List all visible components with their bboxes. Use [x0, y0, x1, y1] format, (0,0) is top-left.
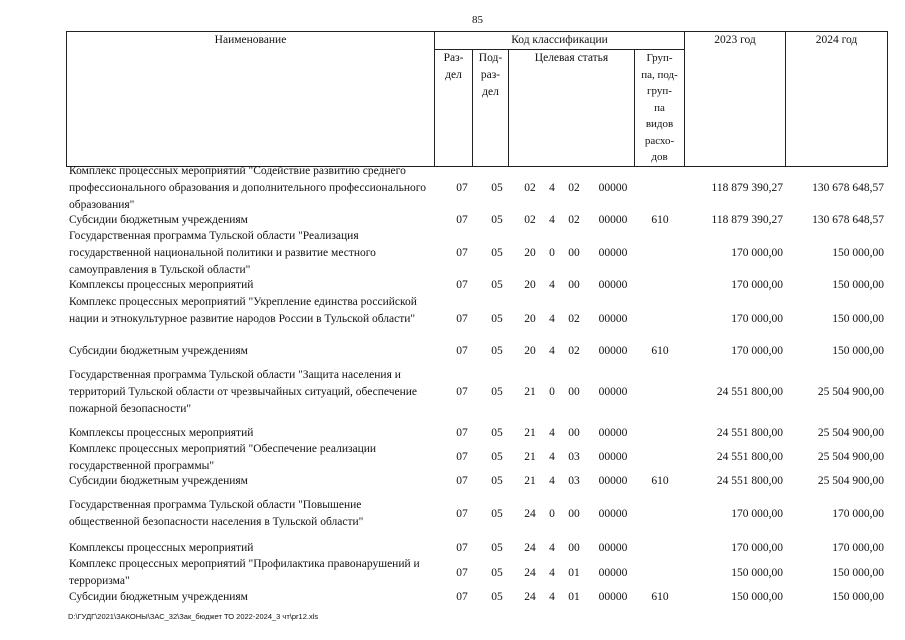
row-razdel: 07 — [456, 427, 468, 439]
row-target-direction: 00000 — [598, 591, 628, 603]
page-number: 85 — [472, 14, 483, 26]
row-expense-type: 610 — [651, 345, 669, 357]
row-podrazdel: 05 — [491, 214, 503, 226]
row-target-direction: 00000 — [598, 451, 628, 463]
row-expense-type: 610 — [651, 591, 669, 603]
row-razdel: 07 — [456, 345, 468, 357]
row-target-program: 21 — [524, 427, 536, 439]
row-target-subtype: 00 — [568, 247, 580, 259]
header-code-group: Код классификации — [435, 32, 685, 50]
row-amount-2023: 24 551 800,00 — [716, 386, 783, 398]
row-target-subtype: 00 — [568, 542, 580, 554]
row-target-direction: 00000 — [598, 508, 628, 520]
row-target-program: 02 — [524, 182, 536, 194]
row-amount-2023: 170 000,00 — [731, 345, 783, 357]
row-amount-2023: 24 551 800,00 — [716, 427, 783, 439]
row-podrazdel: 05 — [491, 542, 503, 554]
row-expense-type: 610 — [651, 214, 669, 226]
row-target-type: 4 — [549, 182, 555, 194]
row-amount-2024: 25 504 900,00 — [817, 475, 884, 487]
row-target-direction: 00000 — [598, 386, 628, 398]
row-amount-2023: 170 000,00 — [731, 247, 783, 259]
header-name: Наименование — [67, 32, 435, 167]
row-target-program: 20 — [524, 279, 536, 291]
row-target-type: 4 — [549, 567, 555, 579]
row-podrazdel: 05 — [491, 475, 503, 487]
row-razdel: 07 — [456, 475, 468, 487]
row-target-type: 4 — [549, 427, 555, 439]
row-amount-2023: 170 000,00 — [731, 508, 783, 520]
header-target-article: Целевая статья — [509, 50, 635, 167]
header-razdel: Раз- дел — [435, 50, 473, 167]
header-podrazdel: Под- раз- дел — [473, 50, 509, 167]
row-podrazdel: 05 — [491, 427, 503, 439]
row-name: Субсидии бюджетным учреждениям — [69, 475, 248, 487]
table-header — [66, 31, 888, 167]
row-name: Субсидии бюджетным учреждениям — [69, 345, 248, 357]
row-target-subtype: 00 — [568, 508, 580, 520]
file-path-footer: D:\ГУДГ\2021\ЗАКОНЫ\ЗАС_32\Зак_бюджет ТО 2022-2024_3 чт\pr12.xls — [68, 612, 319, 621]
row-target-subtype: 00 — [568, 427, 580, 439]
row-amount-2024: 150 000,00 — [832, 591, 884, 603]
row-amount-2023: 170 000,00 — [731, 279, 783, 291]
row-amount-2024: 170 000,00 — [832, 542, 884, 554]
row-target-direction: 00000 — [598, 214, 628, 226]
row-target-direction: 00000 — [598, 542, 628, 554]
row-razdel: 07 — [456, 182, 468, 194]
row-amount-2023: 24 551 800,00 — [716, 451, 783, 463]
row-podrazdel: 05 — [491, 591, 503, 603]
row-target-program: 24 — [524, 591, 536, 603]
row-target-program: 21 — [524, 386, 536, 398]
row-podrazdel: 05 — [491, 508, 503, 520]
row-amount-2024: 150 000,00 — [832, 313, 884, 325]
row-target-type: 0 — [549, 508, 555, 520]
row-target-program: 24 — [524, 567, 536, 579]
row-target-subtype: 03 — [568, 475, 580, 487]
row-target-program: 20 — [524, 345, 536, 357]
row-razdel: 07 — [456, 451, 468, 463]
header-year-2023: 2023 год — [685, 32, 786, 167]
row-target-subtype: 03 — [568, 451, 580, 463]
row-razdel: 07 — [456, 214, 468, 226]
row-podrazdel: 05 — [491, 279, 503, 291]
row-podrazdel: 05 — [491, 567, 503, 579]
row-name: Комплексы процессных мероприятий — [69, 542, 254, 554]
row-amount-2024: 25 504 900,00 — [817, 386, 884, 398]
row-name: Государственная программа Тульской области "Реализация государственной национальной политики и развитие местного самоуправления в Тульской области" — [69, 230, 376, 276]
row-name: Комплекс процессных мероприятий "Профилактика правонарушений и терроризма" — [69, 558, 420, 587]
row-target-subtype: 00 — [568, 279, 580, 291]
row-amount-2024: 25 504 900,00 — [817, 427, 884, 439]
row-expense-type: 610 — [651, 475, 669, 487]
row-podrazdel: 05 — [491, 345, 503, 357]
row-razdel: 07 — [456, 247, 468, 259]
row-amount-2023: 170 000,00 — [731, 313, 783, 325]
row-target-subtype: 02 — [568, 214, 580, 226]
row-name: Субсидии бюджетным учреждениям — [69, 591, 248, 603]
row-target-subtype: 01 — [568, 591, 580, 603]
row-target-type: 4 — [549, 279, 555, 291]
row-name: Государственная программа Тульской области "Повышение общественной безопасности населения в Тульской области" — [69, 499, 364, 528]
row-podrazdel: 05 — [491, 386, 503, 398]
row-target-type: 0 — [549, 247, 555, 259]
row-target-type: 4 — [549, 214, 555, 226]
row-amount-2024: 150 000,00 — [832, 247, 884, 259]
row-target-direction: 00000 — [598, 182, 628, 194]
row-name: Субсидии бюджетным учреждениям — [69, 214, 248, 226]
row-target-subtype: 02 — [568, 345, 580, 357]
row-target-direction: 00000 — [598, 247, 628, 259]
row-amount-2024: 150 000,00 — [832, 345, 884, 357]
row-target-type: 4 — [549, 591, 555, 603]
row-amount-2023: 170 000,00 — [731, 542, 783, 554]
row-target-program: 21 — [524, 451, 536, 463]
row-name: Комплекс процессных мероприятий "Содействие развитию среднего профессионального образования и дополнительного профессионального образования" — [69, 165, 426, 211]
row-target-type: 4 — [549, 345, 555, 357]
row-target-direction: 00000 — [598, 475, 628, 487]
row-target-type: 4 — [549, 542, 555, 554]
row-name: Комплекс процессных мероприятий "Обеспечение реализации государственной программы" — [69, 443, 377, 472]
row-target-type: 0 — [549, 386, 555, 398]
row-amount-2024: 170 000,00 — [832, 508, 884, 520]
row-razdel: 07 — [456, 567, 468, 579]
row-name: Комплексы процессных мероприятий — [69, 279, 254, 291]
row-razdel: 07 — [456, 542, 468, 554]
row-amount-2023: 150 000,00 — [731, 591, 783, 603]
row-target-direction: 00000 — [598, 427, 628, 439]
row-target-program: 21 — [524, 475, 536, 487]
row-podrazdel: 05 — [491, 247, 503, 259]
row-podrazdel: 05 — [491, 182, 503, 194]
row-target-direction: 00000 — [598, 345, 628, 357]
row-podrazdel: 05 — [491, 451, 503, 463]
header-expense-type: Груп- па, под- груп- па видов расхо- дов — [635, 50, 685, 167]
row-target-program: 24 — [524, 508, 536, 520]
row-podrazdel: 05 — [491, 313, 503, 325]
row-amount-2023: 24 551 800,00 — [716, 475, 783, 487]
row-target-direction: 00000 — [598, 313, 628, 325]
row-amount-2024: 150 000,00 — [832, 279, 884, 291]
row-target-subtype: 01 — [568, 567, 580, 579]
row-name: Комплексы процессных мероприятий — [69, 427, 254, 439]
row-target-type: 4 — [549, 475, 555, 487]
row-amount-2024: 25 504 900,00 — [817, 451, 884, 463]
row-target-subtype: 02 — [568, 182, 580, 194]
row-amount-2024: 130 678 648,57 — [812, 214, 884, 226]
row-target-direction: 00000 — [598, 279, 628, 291]
row-target-program: 02 — [524, 214, 536, 226]
row-razdel: 07 — [456, 313, 468, 325]
row-amount-2023: 118 879 390,27 — [711, 214, 783, 226]
row-razdel: 07 — [456, 279, 468, 291]
row-razdel: 07 — [456, 508, 468, 520]
row-name: Государственная программа Тульской области "Защита населения и территорий Тульской области от чрезвычайных ситуаций, обеспечение пожарной безопасности" — [69, 369, 418, 415]
row-target-type: 4 — [549, 313, 555, 325]
row-target-subtype: 00 — [568, 386, 580, 398]
row-amount-2024: 130 678 648,57 — [812, 182, 884, 194]
row-target-subtype: 02 — [568, 313, 580, 325]
row-razdel: 07 — [456, 386, 468, 398]
row-target-program: 24 — [524, 542, 536, 554]
row-amount-2023: 150 000,00 — [731, 567, 783, 579]
row-target-program: 20 — [524, 313, 536, 325]
row-razdel: 07 — [456, 591, 468, 603]
row-target-type: 4 — [549, 451, 555, 463]
row-name: Комплекс процессных мероприятий "Укрепление единства российской нации и этнокультурное развитие народов России в Тульской области" — [69, 296, 417, 325]
row-target-direction: 00000 — [598, 567, 628, 579]
row-amount-2024: 150 000,00 — [832, 567, 884, 579]
row-target-program: 20 — [524, 247, 536, 259]
row-amount-2023: 118 879 390,27 — [711, 182, 783, 194]
header-year-2024: 2024 год — [786, 32, 888, 167]
